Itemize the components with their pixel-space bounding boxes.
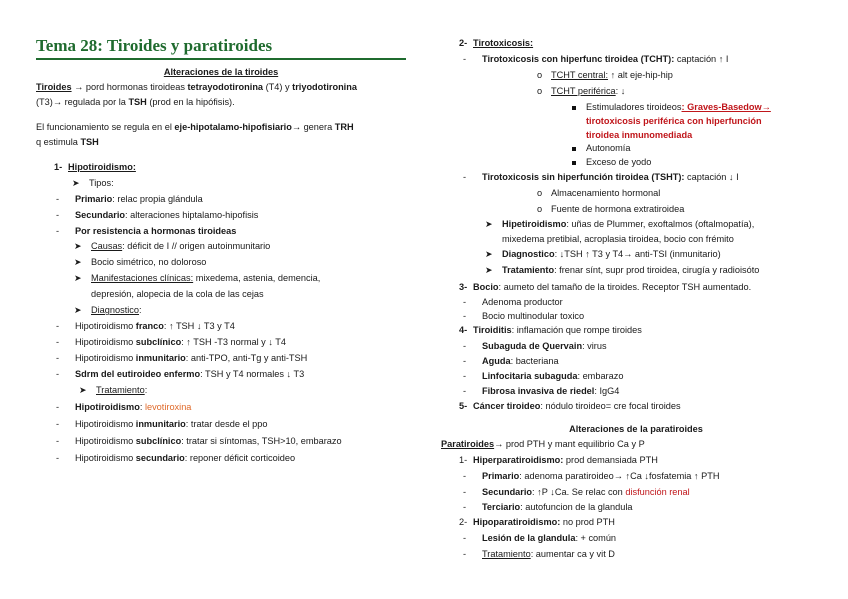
adenoma-item: - Adenoma productor — [463, 297, 563, 307]
arrow-bullet-icon: ➤ — [74, 273, 82, 283]
bocio-heading: 3- Bocio: aumeto del tamaño de la tiroides. Receptor TSH aumentado. — [459, 282, 752, 292]
intro-line-2: (T3)→ regulada por la TSH (prod en la hipófisis). — [36, 97, 235, 107]
paratiroides-intro: Paratiroides→ prod PTH y mant equilibrio Ca y P — [441, 439, 645, 449]
primario-item: - Primario: relac propia glándula — [56, 194, 203, 204]
estimuladores-cont-2: tiroidea inmunomediada — [586, 130, 693, 140]
arrow-bullet-icon: ➤ — [74, 305, 82, 315]
tratamiento-para-item: - Tratamiento: aumentar ca y vit D — [463, 549, 615, 559]
exceso-item: Exceso de yodo — [572, 156, 651, 168]
page-title: Tema 28: Tiroides y paratiroides — [36, 36, 273, 55]
primario-para-item: - Primario: adenoma paratiroideo→ ↑Ca ↓fosfatemia ↑ PTH — [463, 471, 720, 481]
arrow-bullet-icon: ➤ — [79, 385, 87, 395]
fuente-item: o Fuente de hormona extratiroidea — [537, 204, 685, 214]
hipotiroidismo-heading: 1- Hipotiroidismo: — [54, 162, 136, 172]
tcht-central: o TCHT central: ↑ alt eje-hip-hip — [537, 70, 673, 80]
tcht-periferica: o TCHT periférica: ↓ — [537, 86, 626, 96]
fibrosa-item: - Fibrosa invasiva de riedel: IgG4 — [463, 386, 620, 396]
tsht-item: - Tirotoxicosis sin hiperfunción tiroidea (TSHT): captación ↓ I — [463, 172, 739, 182]
subclinico-item: - Hipotiroidismo subclínico: ↑ TSH -T3 normal y ↓ T4 — [56, 337, 287, 347]
arrow-bullet-icon: ➤ — [74, 257, 82, 267]
terciario-item: - Terciario: autofuncion de la glandula — [463, 502, 633, 512]
trat-secundario: - Hipotiroidismo secundario: reponer déficit corticoideo — [56, 453, 296, 463]
bocio-item: ➤ Bocio simétrico, no doloroso — [74, 257, 207, 267]
diagnostico-item: ➤ Diagnostico: — [74, 305, 142, 315]
lesion-item: - Lesión de la glandula: + común — [463, 533, 617, 543]
section-heading-tiroides: Alteraciones de la tiroides — [163, 67, 279, 77]
manifestaciones-item: ➤ Manifestaciones clínicas: mixedema, astenia, demencia, — [74, 273, 321, 283]
hipertiroidismo-cont: mixedema pretibial, acroplasia tiroidea, bocio con frémito — [502, 234, 734, 244]
autonomia-item: Autonomía — [572, 142, 630, 154]
section-heading-paratiroides: Alteraciones de la paratiroides — [569, 424, 703, 434]
aguda-item: - Aguda: bacteriana — [463, 356, 559, 366]
causas-item: ➤ Causas: déficit de I // origen autoinmunitario — [74, 241, 271, 251]
trat-subclinico: - Hipotiroidismo subclínico: tratar si síntomas, TSH>10, embarazo — [56, 436, 342, 446]
linfocitaria-item: - Linfocitaria subaguda: embarazo — [463, 371, 624, 381]
tipos-item: ➤ Tipos: — [72, 178, 114, 188]
sdrm-item: - Sdrm del eutiroideo enfermo: TSH y T4 normales ↓ T3 — [56, 369, 305, 379]
resistencia-item: - Por resistencia a hormonas tiroideas — [56, 226, 237, 236]
diagnostico-item-right: ➤ Diagnostico: ↓TSH ↑ T3 y T4→ anti-TSI (inmunitario) — [485, 249, 721, 259]
arrow-bullet-icon: ➤ — [72, 178, 80, 188]
estimuladores-cont-1: tirotoxicosis periférica con hiperfunción — [586, 116, 762, 126]
trat-levotiroxina: - Hipotiroidismo: levotiroxina — [56, 402, 192, 412]
arrow-bullet-icon: ➤ — [485, 249, 493, 259]
subaguda-item: - Subaguda de Quervain: virus — [463, 341, 607, 351]
inmunitario-item: - Hipotiroidismo inmunitario: anti-TPO, anti-Tg y anti-TSH — [56, 353, 308, 363]
tiroiditis-heading: 4- Tiroiditis: inflamación que rompe tiroides — [459, 325, 642, 335]
intro-line-3: El funcionamiento se regula en el eje-hipotalamo-hipofisiario→ genera TRH — [36, 122, 354, 132]
tcht-item: - Tirotoxicosis con hiperfunc tiroidea (TCHT): captación ↑ I — [463, 54, 729, 64]
cancer-heading: 5- Cáncer tiroideo: nódulo tiroideo= cre focal tiroides — [459, 401, 681, 411]
secundario-para-item: - Secundario: ↑P ↓Ca. Se relac con disfunción renal — [463, 487, 690, 497]
hipoparatiroidismo-heading: 2- Hipoparatiroidismo: no prod PTH — [459, 517, 615, 527]
intro-line-4: q estimula TSH — [36, 137, 99, 147]
title-underline — [36, 58, 406, 60]
estimuladores-item: Estimuladores tiroideos: Graves-Basedow→ — [572, 101, 771, 113]
intro-line-1: Tiroides → pord hormonas tiroideas tetrayodotironina (T4) y triyodotironina — [36, 82, 357, 92]
bocio-multi-item: - Bocio multinodular toxico — [463, 311, 585, 321]
tirotoxicosis-heading: 2- Tirotoxicosis: — [459, 38, 534, 48]
franco-item: - Hipotiroidismo franco: ↑ TSH ↓ T3 y T4 — [56, 321, 235, 331]
arrow-bullet-icon: ➤ — [485, 219, 493, 229]
hipertiroidismo-item: ➤ Hipetiroidismo: uñas de Plummer, exoftalmos (oftalmopatía), — [485, 219, 755, 229]
secundario-item: - Secundario: alteraciones hiptalamo-hipofisis — [56, 210, 259, 220]
hiperparatiroidismo-heading: 1- Hiperparatiroidismo: prod demansiada PTH — [459, 455, 658, 465]
arrow-bullet-icon: ➤ — [485, 265, 493, 275]
manifestaciones-cont: depresión, alopecia de la cola de las cejas — [91, 289, 264, 299]
tratamiento-item: ➤ Tratamiento: — [79, 385, 148, 395]
tratamiento-item-right: ➤ Tratamiento: frenar sínt, supr prod tiroidea, cirugía y radioisóto — [485, 265, 760, 275]
almacenamiento-item: o Almacenamiento hormonal — [537, 188, 661, 198]
trat-inmunitario: - Hipotiroidismo inmunitario: tratar desde el ppo — [56, 419, 268, 429]
arrow-bullet-icon: ➤ — [74, 241, 82, 251]
